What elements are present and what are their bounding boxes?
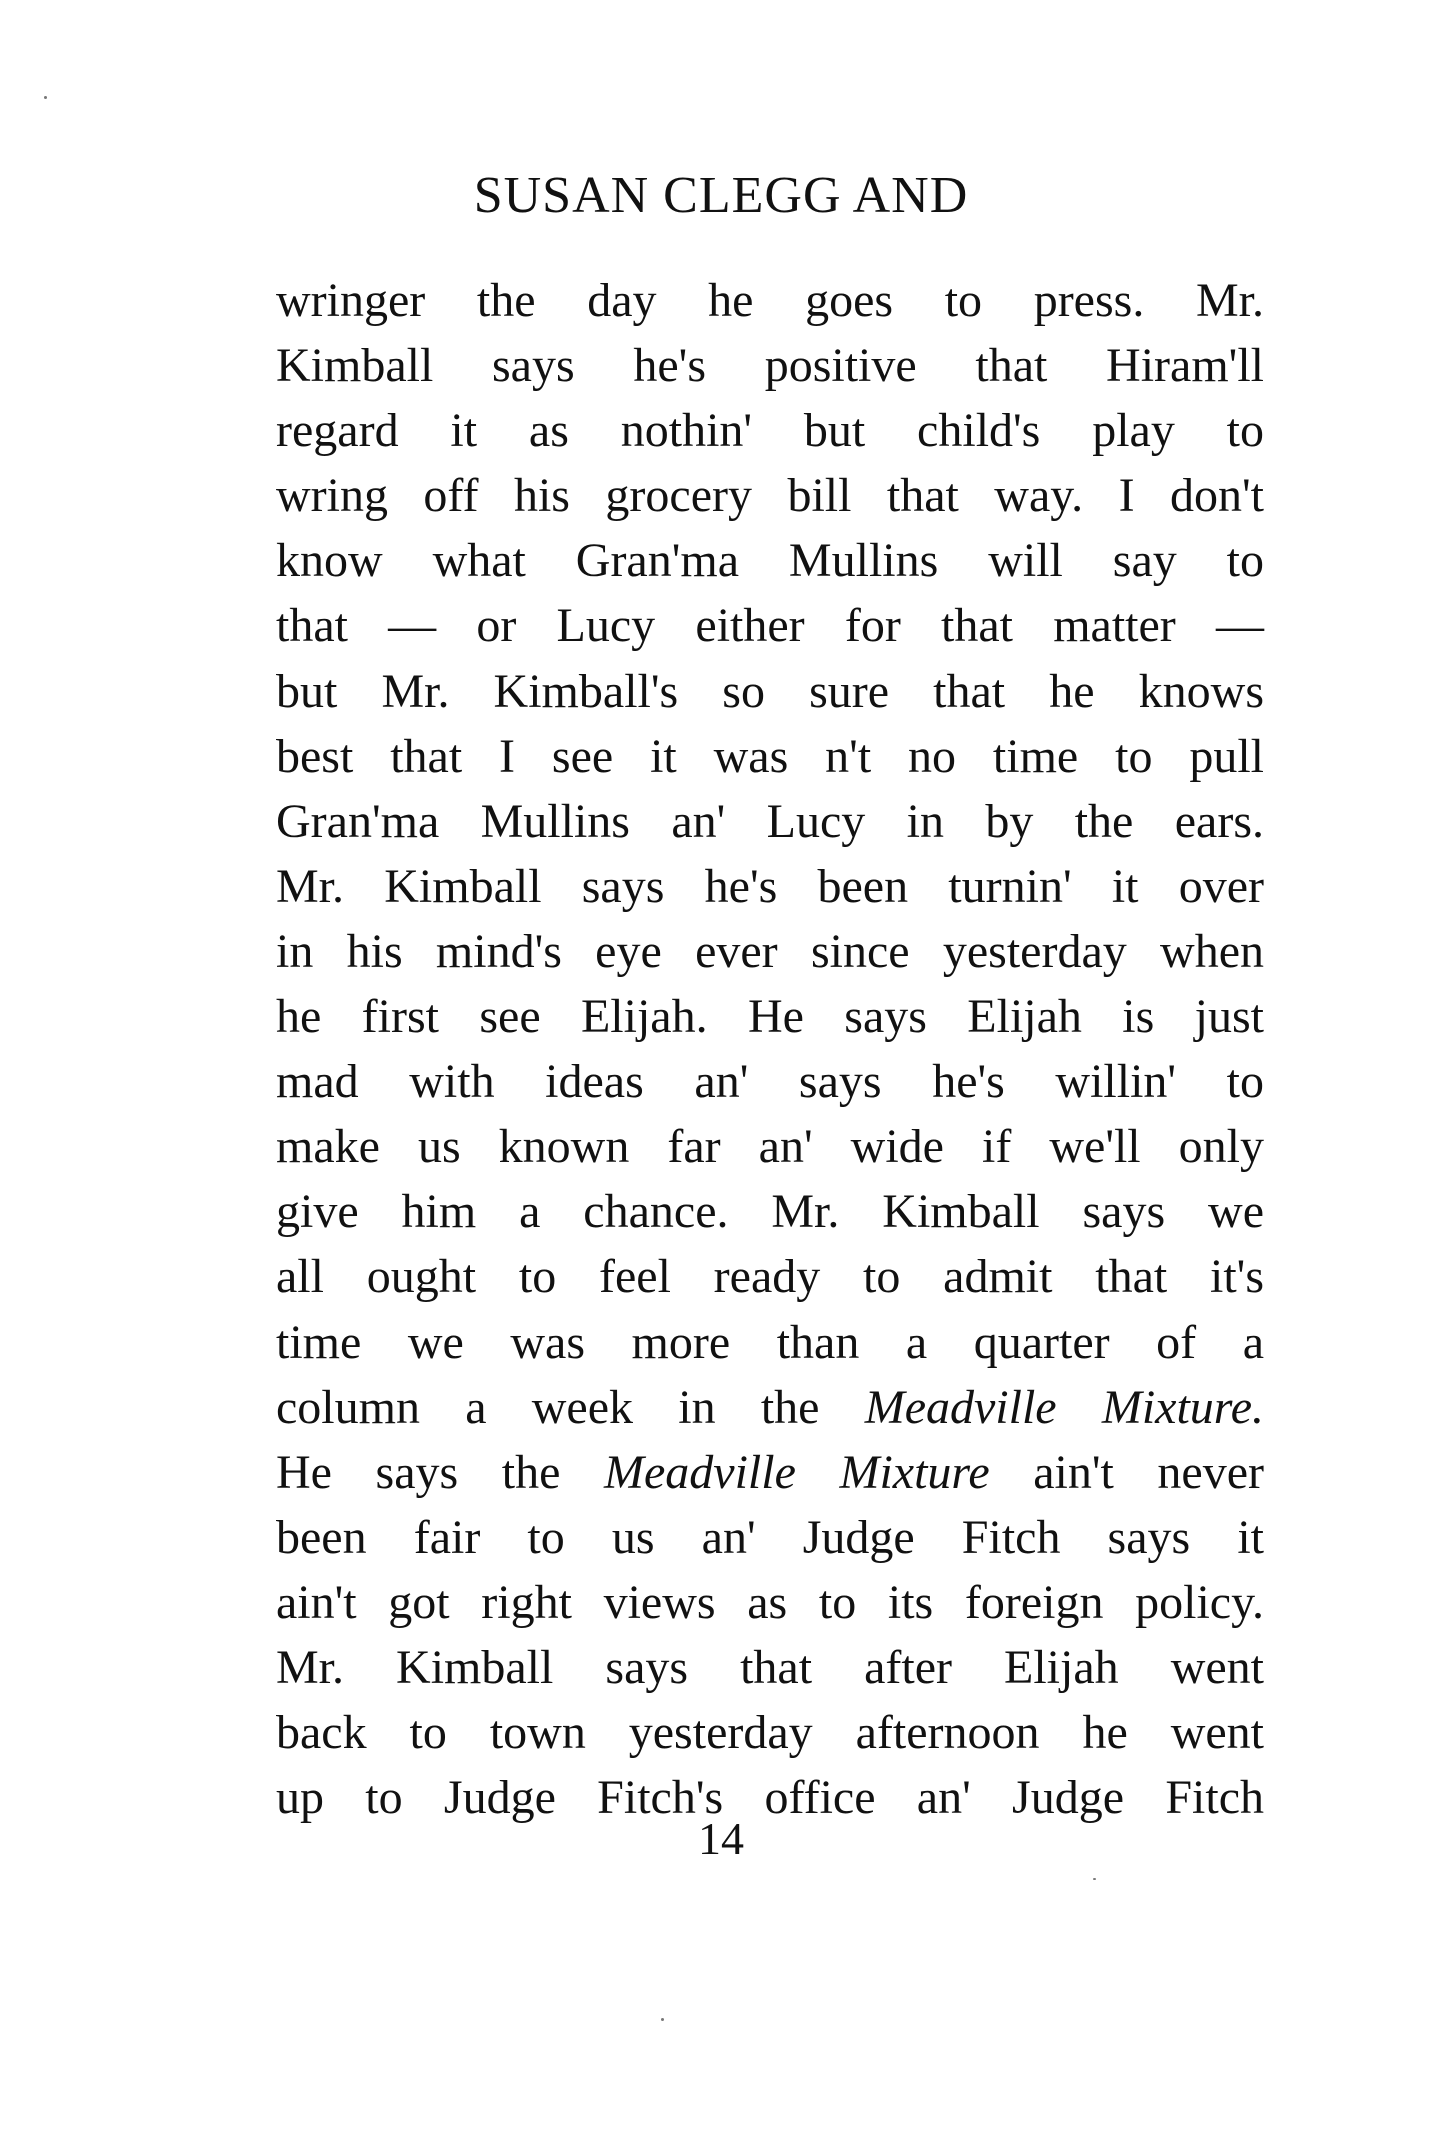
text-line: regard it as nothin' but child's play to: [276, 404, 1264, 458]
text-line: up to Judge Fitch's office an' Judge Fitch: [276, 1771, 1264, 1825]
text-line: give him a chance. Mr. Kimball says we: [276, 1185, 1264, 1239]
scan-speck: [661, 2018, 664, 2021]
text-line: wring off his grocery bill that way. I don't: [276, 469, 1264, 523]
text-line: mad with ideas an' says he's willin' to: [276, 1055, 1264, 1109]
text-line: all ought to feel ready to admit that it's: [276, 1250, 1264, 1304]
body-text: [276, 268, 1264, 1830]
text-line: Mr. Kimball says that after Elijah went: [276, 1640, 1264, 1694]
text-line: time we was more than a quarter of a: [276, 1315, 1264, 1369]
text-line: know what Gran'ma Mullins will say to: [276, 534, 1264, 588]
text-line: column a week in the Meadville Mixture.: [276, 1380, 1265, 1434]
running-head: SUSAN CLEGG AND: [473, 167, 969, 224]
scan-speck: [1093, 1878, 1096, 1880]
text-line: make us known far an' wide if we'll only: [276, 1120, 1264, 1174]
text-line: been fair to us an' Judge Fitch says it: [276, 1510, 1264, 1564]
text-line: wringer the day he goes to press. Mr.: [276, 274, 1264, 327]
text-line: but Mr. Kimball's so sure that he knows: [276, 664, 1264, 718]
text-line: ain't got right views as to its foreign policy.: [276, 1575, 1264, 1629]
text-line: Mr. Kimball says he's been turnin' it over: [276, 859, 1264, 913]
text-line: he first see Elijah. He says Elijah is just: [276, 990, 1264, 1044]
text-line: in his mind's eye ever since yesterday when: [276, 924, 1264, 978]
page-number: 14: [698, 1813, 744, 1864]
text-line: that — or Lucy either for that matter —: [276, 599, 1264, 653]
text-line: Kimball says he's positive that Hiram'll: [276, 339, 1264, 393]
text-line: best that I see it was n't no time to pull: [276, 729, 1264, 783]
text-line: Gran'ma Mullins an' Lucy in by the ears.: [276, 794, 1264, 848]
text-line: back to town yesterday afternoon he went: [276, 1706, 1264, 1760]
scan-speck: [44, 96, 47, 99]
text-line: He says the Meadville Mixture ain't never: [276, 1445, 1264, 1499]
